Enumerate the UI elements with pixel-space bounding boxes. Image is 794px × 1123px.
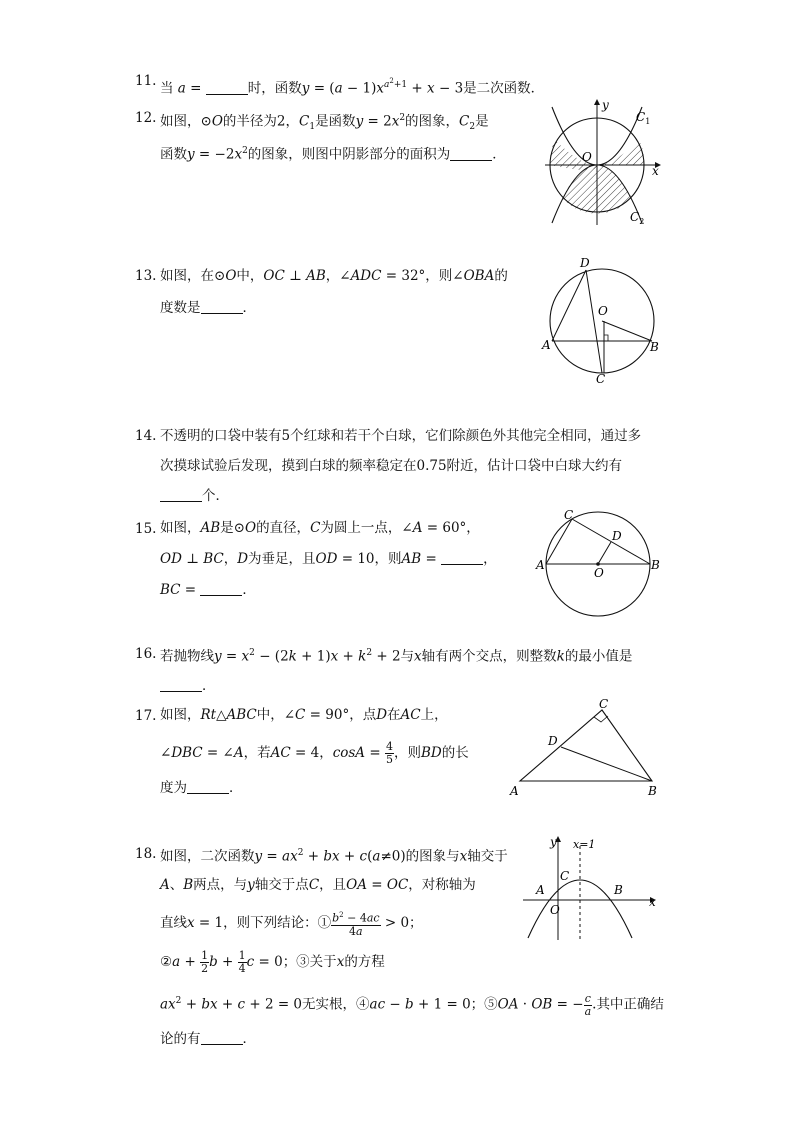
question-text-line: ．: [160, 676, 216, 696]
question-text-line: 若抛物线$y = x^2 - (2k + 1)x + k^2 + 2$与x轴有两个交点，则整数k的最小值是: [160, 648, 633, 665]
question-text-line: 个．: [160, 486, 229, 506]
point-b-label: B: [651, 558, 660, 572]
question-text-line: A、B两点，与y轴交于点C，且OA = OC，对称轴为: [160, 877, 476, 893]
y-axis-label: y: [602, 98, 609, 112]
figure-circle-parabolas: [540, 95, 670, 230]
point-a-label: A: [510, 784, 519, 798]
question-text-line: $ax^2$ + bx + c + 2 = 0无实根，④ac − b + 1 = 0；⑤OA · OB = − $\frac{c}{a}$ .其中正确结: [160, 991, 664, 1018]
question-number: 18.: [135, 846, 157, 862]
question-number: 13.: [135, 268, 157, 284]
point-d-label: D: [612, 529, 622, 543]
origin-label: O: [582, 150, 592, 164]
point-b-label: B: [650, 340, 659, 354]
question-text-line: BC = ．: [160, 582, 256, 598]
answer-blank: [201, 1030, 243, 1045]
question-text-line: ∠DBC = ∠A，若AC = 4，cosA = $\frac{4}{5}$ ，则BD的长: [160, 740, 469, 766]
answer-blank: [201, 299, 243, 314]
question-text-line: 度为 ．: [160, 780, 243, 796]
answer-blank: [160, 677, 202, 692]
question-text-line: 如图，AB是⊙O的直径，C为圆上一点，∠A = 60°，: [160, 520, 480, 536]
question-text-line: 不透明的口袋中装有5个红球和若干个白球，它们除颜色外其他完全相同，通过多: [160, 428, 642, 444]
point-a-label: A: [542, 338, 551, 352]
answer-blank: [187, 779, 229, 794]
point-o-label: O: [594, 566, 604, 580]
point-c-label: C: [564, 508, 574, 522]
point-b-label: B: [614, 883, 623, 897]
figure-parabola: [518, 832, 663, 944]
point-a-label: A: [536, 558, 545, 572]
question-text-line: 论的有 ．: [160, 1031, 256, 1047]
x-axis-label: x: [652, 164, 659, 178]
question-text-line: 如图，在⊙O中，OC ⊥ AB，∠ADC = 32°，则∠OBA的: [160, 268, 508, 284]
figure-circle-diameter: [533, 505, 663, 617]
question-text: 当 a = 时，函数$y = (a - 1)x^{a^2+1} + x - 3$是二次函数．: [160, 77, 545, 97]
question-text-line: 度数是 ．: [160, 300, 256, 316]
point-c-label: C: [596, 372, 606, 385]
c2-label: $C_2$: [630, 210, 645, 226]
point-b-label: B: [648, 784, 657, 798]
question-number: 12.: [135, 110, 157, 126]
question-text-line: OD ⊥ BC，D为垂足，且OD = 10，则AB = ，: [160, 551, 497, 567]
answer-blank: [160, 487, 202, 502]
question-number: 16.: [135, 646, 157, 662]
c1-label: $C_1$: [636, 110, 651, 126]
question-number: 11.: [135, 73, 157, 89]
question-number: 15.: [135, 521, 157, 537]
question-text-line: 直线x = 1，则下列结论：① $\frac{b^2 - 4ac}{4a}$ > 0；: [160, 911, 423, 938]
y-axis-label: y: [550, 835, 557, 849]
point-d-label: D: [548, 734, 558, 748]
answer-blank: [450, 146, 492, 161]
point-d-label: D: [580, 256, 590, 270]
point-o-label: O: [598, 304, 608, 318]
origin-label: O: [550, 903, 560, 917]
question-text-line: 如图，Rt△ABC中，∠C = 90°，点D在AC上，: [160, 707, 448, 723]
question-text-line: ②a + $\frac{1}{2}$ b + $\frac{1}{4}$ c = 0；③关于x的方程: [160, 949, 385, 975]
point-c-label: C: [599, 697, 609, 711]
x-axis-label: x: [649, 895, 656, 909]
question-text-line: 次摸球试验后发现，摸到白球的频率稳定在0.75附近，估计口袋中白球大约有: [160, 458, 623, 474]
answer-blank: [441, 550, 483, 565]
question-text-line: 如图，二次函数$y = ax^2$ + bx + c(a≠0)的图象与x轴交于: [160, 848, 508, 865]
question-text-line: 函数$y = -2x^2$的图象，则图中阴影部分的面积为 ．: [160, 146, 506, 163]
point-c-label: C: [560, 869, 570, 883]
answer-blank: [206, 80, 248, 95]
answer-blank: [200, 581, 242, 596]
figure-circle-o: [540, 255, 665, 385]
symmetry-axis-label: x=1: [573, 838, 596, 851]
figure-right-triangle: [505, 695, 665, 805]
point-a-label: A: [536, 883, 545, 897]
question-text-line: 如图，⊙O的半径为2，$C_1$是函数$y = 2x^2$的图象，$C_2$是: [160, 113, 489, 133]
question-number: 17.: [135, 708, 157, 724]
question-number: 14.: [135, 428, 157, 444]
